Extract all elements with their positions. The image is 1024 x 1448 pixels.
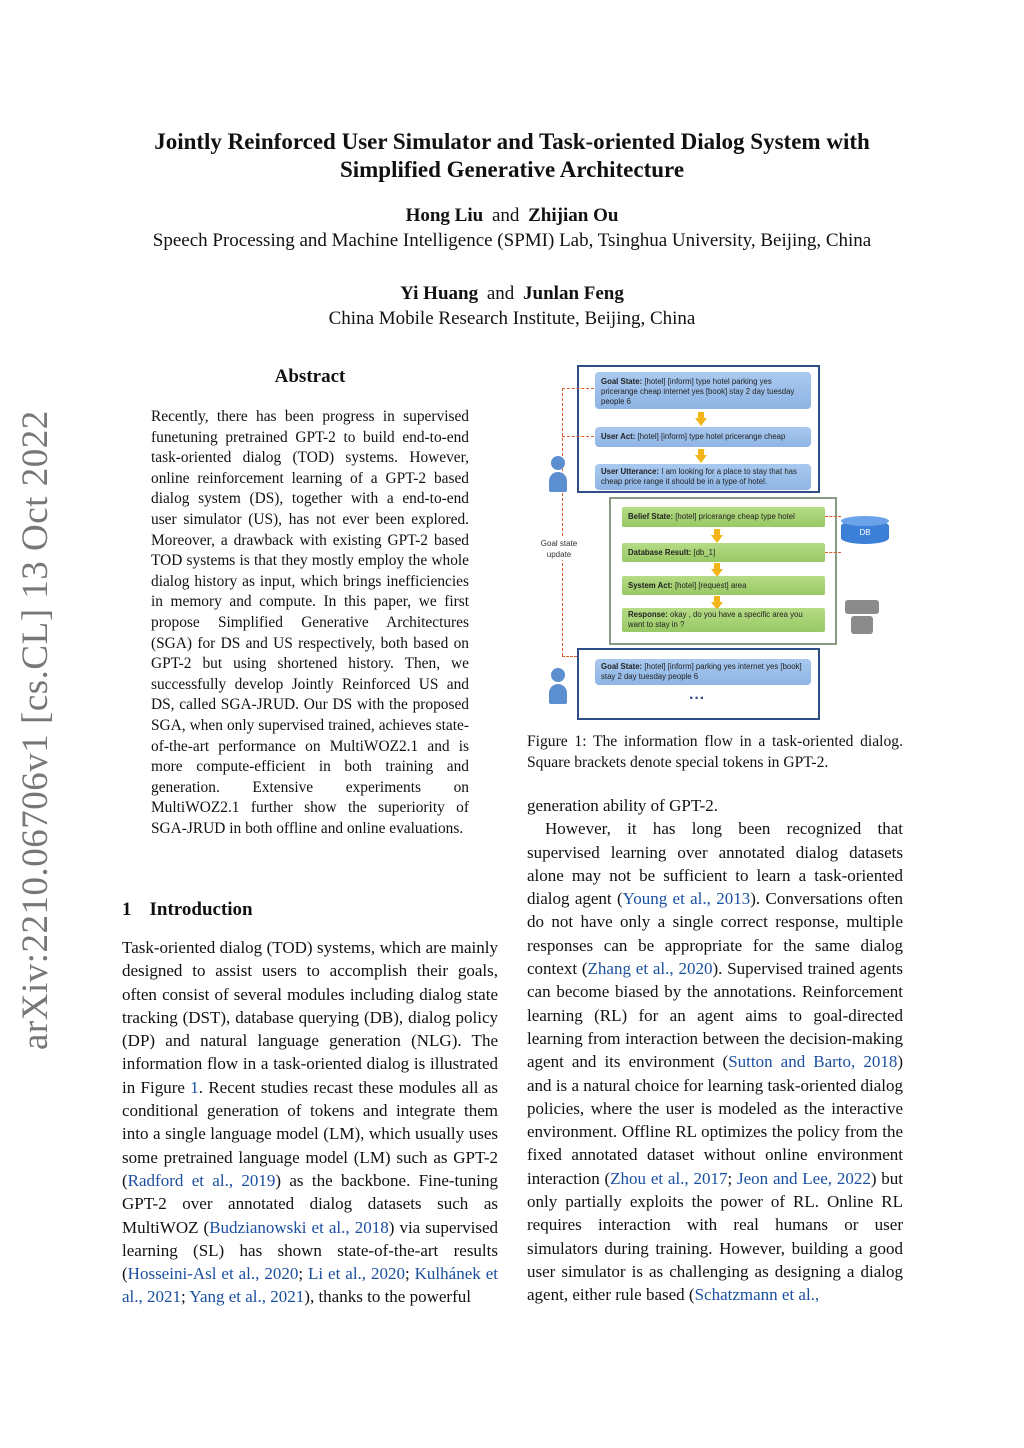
- body-text: ;: [404, 1264, 415, 1284]
- goal-state-label: Goal State:: [601, 662, 643, 671]
- author-name: Hong Liu: [405, 205, 484, 226]
- goal-update-dashed-line: [562, 656, 577, 657]
- author-and: and: [486, 283, 515, 304]
- body-text: ). Conversations often do not have only a single correct response, multiple responses can be appropriate for the same dialog context (: [527, 889, 903, 979]
- author-line-1: [0, 205, 1024, 227]
- citation-link[interactable]: Hosseini-Asl et al., 2020: [127, 1264, 299, 1284]
- goal-state-update-label: Goal state update: [535, 538, 583, 560]
- user-icon-body: [549, 472, 567, 492]
- system-act-label: System Act:: [628, 581, 673, 590]
- response-label: Response:: [628, 610, 668, 619]
- intro-paragraph-continued: generation ability of GPT-2.: [527, 796, 719, 815]
- author-name: Zhijian Ou: [528, 205, 619, 226]
- response-text: okay , do you have a specific area you want to stay in ?: [628, 610, 803, 629]
- abstract-heading: Abstract: [274, 366, 346, 387]
- robot-icon-body: [851, 616, 873, 634]
- system-act-text: [hotel] [request] area: [672, 581, 747, 590]
- body-text: ;: [298, 1264, 308, 1284]
- citation-link[interactable]: Young et al., 2013: [622, 889, 751, 909]
- goal-state-box-updated: [595, 659, 811, 685]
- citation-link[interactable]: Radford et al., 2019: [127, 1170, 276, 1190]
- belief-state-box: [622, 507, 825, 527]
- response-box: [622, 608, 825, 632]
- user-utterance-box: [595, 464, 811, 490]
- goal-state-label: Goal State:: [601, 377, 643, 386]
- flow-arrow-icon: [695, 418, 707, 426]
- goal-state-text: [hotel] [inform] parking yes internet yes [book] stay 2 day tuesday people 6: [601, 662, 802, 681]
- body-text: ) and is a natural choice for learning task-oriented dialog policies, where the user is modeled as the interactive environment. Offline RL optimizes the policy from the fixed annotated dataset without online environment interaction (: [527, 1052, 903, 1188]
- author-and: and: [491, 205, 520, 226]
- author-line-2: [0, 283, 1024, 305]
- flow-arrow-icon: [711, 535, 723, 543]
- belief-state-label: Belief State:: [628, 512, 674, 521]
- body-text: ) via supervised learning (SL) has shown state-of-the-art results (: [122, 1217, 499, 1284]
- user-act-box: [595, 427, 811, 447]
- citation-link[interactable]: Schatzmann et al.,: [694, 1285, 820, 1305]
- citation-link[interactable]: Yang et al., 2021: [189, 1287, 305, 1307]
- goal-update-dashed-line: [562, 388, 563, 656]
- intro-paragraph: [527, 817, 903, 1306]
- citation-link[interactable]: Zhang et al., 2020: [587, 959, 713, 979]
- paper-title: [0, 128, 1024, 184]
- goal-update-dashed-line: [562, 436, 594, 437]
- citation-link[interactable]: Jeon and Lee, 2022: [737, 1168, 871, 1188]
- body-text: ;: [727, 1168, 737, 1188]
- belief-state-text: [hotel] pricerange cheap type hotel: [673, 512, 795, 521]
- user-icon: [551, 456, 565, 470]
- title-line-1: Jointly Reinforced User Simulator and Task-oriented Dialog System with: [154, 129, 870, 154]
- intro-paragraph: [122, 936, 498, 1309]
- body-text: ;: [181, 1287, 190, 1307]
- user-utterance-label: User Utterance:: [601, 467, 660, 476]
- ellipsis: ···: [689, 690, 705, 707]
- citation-link[interactable]: Budzianowski et al., 2018: [209, 1217, 389, 1237]
- database-result-label: Database Result:: [628, 548, 692, 557]
- section-heading-introduction: [122, 899, 253, 921]
- arxiv-stamp: arXiv:2210.06706v1 [cs.CL] 13 Oct 2022: [15, 410, 56, 1050]
- body-text: ) but only partially exploits the power of RL. Online RL requires interaction with real humans or user simulators during training. However, building a good user simulator is as challenging as designing a dialog agent, either rule based (: [527, 1168, 904, 1305]
- citation-link[interactable]: Sutton and Barto, 2018: [728, 1052, 898, 1072]
- flow-arrow-icon: [695, 455, 707, 463]
- robot-icon: [845, 600, 879, 614]
- author-name: Yi Huang: [400, 283, 479, 304]
- intro-right-column: [527, 794, 903, 1307]
- user-act-text: [hotel] [inform] type hotel pricerange cheap: [635, 432, 786, 441]
- affiliation-2: China Mobile Research Institute, Beijing, China: [328, 308, 696, 329]
- author-name: Junlan Feng: [523, 283, 624, 304]
- user-icon-body: [549, 684, 567, 704]
- figure-1: [527, 360, 903, 722]
- citation-link[interactable]: Li et al., 2020: [308, 1264, 405, 1284]
- body-text: Task-oriented dialog (TOD) systems, which are mainly designed to assist users to accomplish their goals, often consist of several modules including dialog state tracking (DST), database querying (DB), dialog policy (DP) and natural language generation (NLG). The information flow in a task-oriented dialog is illustrated in Figure: [122, 938, 498, 1097]
- body-text: ). Supervised trained agents can become biased by the annotations. Reinforcement learning (RL) for an agent aims to goal-directed learning from interaction between the decision-making agent and its environment (: [527, 959, 904, 1072]
- database-icon-top: [841, 516, 889, 526]
- user-act-label: User Act:: [601, 432, 636, 441]
- user-icon: [551, 668, 565, 682]
- database-result-text: [db_1]: [691, 548, 716, 557]
- db-dashed-link: [825, 552, 841, 553]
- citation-link[interactable]: 1: [190, 1077, 199, 1097]
- section-title: Introduction: [149, 899, 253, 920]
- goal-state-box: [595, 372, 811, 409]
- section-number: 1: [122, 899, 132, 920]
- body-text: ), thanks to the powerful: [304, 1287, 471, 1307]
- system-act-box: [622, 576, 825, 595]
- goal-update-dashed-line: [562, 388, 594, 389]
- body-text: However, it has long been recognized that supervised learning over annotated dialog datasets alone may not be sufficient to learn a task-oriented dialog agent (: [527, 819, 903, 909]
- figure-caption: Figure 1: The information flow in a task-oriented dialog. Square brackets denote special tokens in GPT-2.: [527, 733, 903, 771]
- user-utterance-text: I am looking for a place to stay that has cheap price range it should be in a type of hotel.: [601, 467, 797, 486]
- abstract-text: Recently, there has been progress in supervised funetuning pretrained GPT-2 to build end-to-end task-oriented dialog (TOD) systems. However, online reinforcement learning of a GPT-2 based dialog system (DS), together with a end-to-end user simulator (US), has not ever been explored. Moreover, a drawback with existing GPT-2 based TOD systems is that they mostly employ the whole dialog history as input, which brings inefficiencies in memory and compute. In this paper, we first propose Simplified Generative Architectures (SGA) for DS and US respectively, both based on GPT-2 but using shortened history. Then, we successfully develop Jointly Reinforced US and DS, called SGA-JRUD. Our DS with the proposed SGA, when only supervised trained, achieves state-of-the-art performance on MultiWOZ2.1 and is more compute-efficient in both training and generation. Extensive experiments on MultiWOZ2.1 further show the superiority of SGA-JRUD in both offline and online evaluations.: [151, 408, 469, 837]
- database-result-box: [622, 543, 825, 562]
- intro-left-column: [122, 936, 498, 1309]
- citation-link[interactable]: Zhou et al., 2017: [610, 1168, 728, 1188]
- goal-state-text: [hotel] [inform] type hotel parking yes pricerange cheap internet yes [book] stay 2 day tuesday people 6: [601, 377, 795, 406]
- title-line-2: Simplified Generative Architecture: [339, 157, 685, 182]
- body-text: ) as the backbone. Fine-tuning GPT-2 over annotated dialog datasets such as MultiWOZ (: [122, 1170, 498, 1237]
- citation-link[interactable]: Kulhánek et al., 2021: [122, 1264, 498, 1307]
- body-text: . Recent studies recast these modules all as conditional generation of tokens and integrate them into a single language model (LM), which usually uses some pretrained language model (LM) such as GPT-2 (: [122, 1077, 498, 1190]
- database-label: DB: [859, 528, 871, 537]
- db-dashed-link: [825, 516, 841, 517]
- affiliation-1: Speech Processing and Machine Intelligence (SPMI) Lab, Tsinghua University, Beijing, China: [152, 230, 872, 251]
